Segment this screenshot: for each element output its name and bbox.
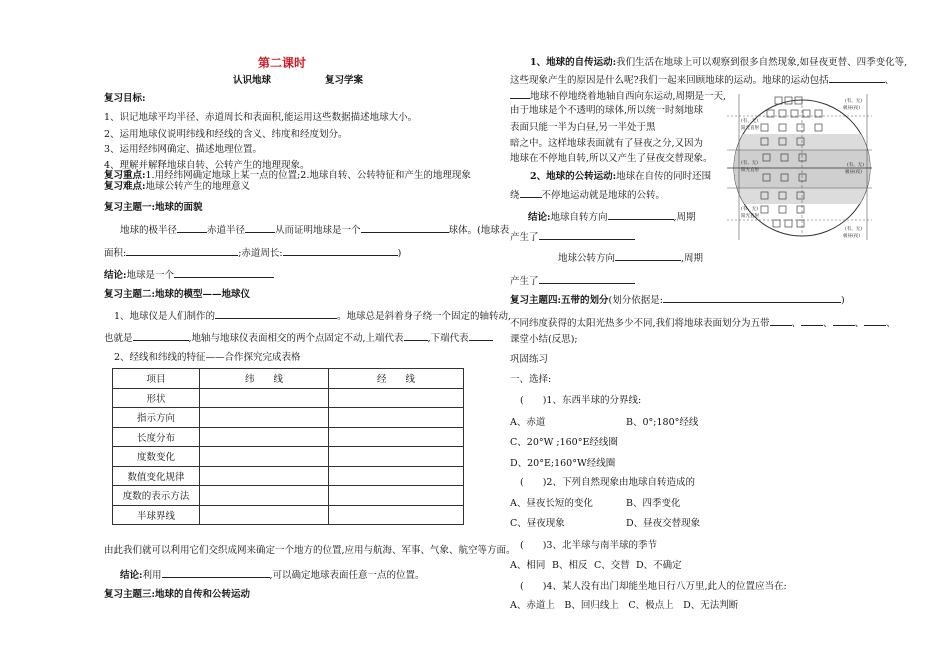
- blank-field[interactable]: [215, 309, 337, 319]
- rotation-line5: [510, 122, 656, 134]
- option[interactable]: A、赤道: [510, 417, 546, 428]
- table-row-label: 半球界线: [113, 505, 200, 525]
- goal-item: 2、运用地球仪说明纬线和经线的含义、纬度和经度划分。: [104, 129, 348, 140]
- figure-label: 极昼(夜): [845, 170, 863, 175]
- text: 复习主题四:五带的划分: [510, 295, 609, 306]
- text: 地球公转方向: [558, 253, 616, 264]
- text: ,可以确定地球表面任意一点的位置。: [269, 570, 425, 581]
- hard-text: 地球公转产生的地理意义: [145, 181, 251, 192]
- goal-item: 1、识记地球平均半径、赤道周长和表面积,能运用这些数据描述地球大小。: [104, 112, 418, 123]
- blank-field[interactable]: [510, 89, 530, 99]
- practice-heading: 巩固练习: [510, 354, 549, 365]
- theme3-heading: 复习主题三:地球的自传和公转运动: [104, 589, 251, 600]
- blank-field[interactable]: [663, 293, 841, 303]
- table-row-label: 指示方向: [113, 408, 200, 428]
- figure-label: (有、无): [741, 207, 759, 212]
- summary: 课堂小结(反思);: [510, 334, 578, 345]
- theme1-line1: [120, 223, 509, 237]
- page-title: 第二课时: [258, 56, 307, 70]
- blank-field[interactable]: [126, 246, 238, 256]
- subtitle-b: 复习学案: [325, 75, 364, 86]
- text: 利用: [142, 570, 162, 581]
- text: 地球的极半径: [120, 225, 178, 236]
- option[interactable]: C、昼夜现象: [510, 518, 565, 529]
- earth-daylight-diagram: [727, 92, 872, 242]
- rotation-line6: 暗之中。这样地球表面就有了昼夜之分,又因为: [510, 138, 704, 149]
- subtitle-a: 认识地球: [233, 75, 272, 86]
- goal-item: 3、运用经纬网确定、描述地理位置。: [104, 144, 263, 155]
- table-cell[interactable]: [200, 408, 329, 428]
- question: ( )4、某人没有出门却能坐地日行八万里,此人的位置应当在:: [520, 581, 787, 592]
- theme2-line3: 2、经线和纬线的特征——合作探究完成表格: [114, 352, 301, 363]
- blank-field[interactable]: [770, 316, 792, 326]
- text: 结论:: [104, 270, 127, 281]
- blank-field[interactable]: [245, 223, 275, 233]
- revolution-line1: [530, 171, 711, 183]
- theme2-line2: [104, 331, 493, 345]
- table-cell[interactable]: [200, 466, 329, 486]
- table-cell[interactable]: [200, 388, 329, 408]
- table-row-label: 数值变化规律: [113, 466, 200, 486]
- conclusion4: [510, 274, 635, 288]
- option[interactable]: C、20°W ;160°E经线圈: [510, 437, 618, 448]
- blank-field[interactable]: [833, 316, 855, 326]
- figure-label: (有、无): [847, 163, 865, 168]
- hard-points: [104, 181, 250, 193]
- text: 地球自转方向: [550, 212, 608, 223]
- blank-field[interactable]: [539, 230, 635, 240]
- blank-field[interactable]: [608, 210, 674, 220]
- text: ;赤道周长:: [238, 248, 283, 259]
- goal-item: 4、理解并解释地球自转、公转产生的地理现象。: [104, 160, 310, 171]
- figure-label: 阳光直射: [741, 168, 759, 173]
- text: 产生了: [510, 232, 539, 243]
- table-row-label: 度数的表示方法: [113, 486, 200, 506]
- text: ,周期: [673, 212, 696, 223]
- table-cell[interactable]: [329, 486, 464, 506]
- text: ,地轴与地球仪表面相交的两个点固定不动,上端代表: [188, 333, 404, 344]
- table-header: 项目: [113, 369, 200, 389]
- choice-heading: 一、选择:: [510, 374, 552, 385]
- figure-label: 极昼(夜): [843, 106, 861, 111]
- hard-label: 复习难点:: [104, 181, 146, 192]
- rotation-line1: [530, 57, 907, 69]
- rotation-line7: 地球在不停地自转,所以又产生了昼夜交替现象。: [510, 153, 713, 164]
- option[interactable]: B、0°;180°经线: [626, 417, 699, 428]
- text: 结论:: [120, 570, 143, 581]
- rotation-line3: [510, 89, 726, 103]
- table-header: 经 线: [329, 369, 464, 389]
- option[interactable]: C、交替: [594, 560, 630, 571]
- blank-field[interactable]: [404, 331, 428, 341]
- text: 2、地球的公转运动:: [530, 171, 617, 182]
- text: 。地球总是斜着身子绕一个固定的轴转动,: [337, 311, 512, 322]
- theme2-conclusion: [120, 568, 425, 582]
- option[interactable]: D、昼夜交替现象: [626, 518, 701, 529]
- figure-label: (有、无): [845, 99, 863, 104]
- conclusion2: [510, 230, 635, 244]
- figure-label: 极昼(夜): [843, 234, 861, 239]
- text: 结论:: [528, 212, 551, 223]
- table-row-label: 度数变化: [113, 447, 200, 467]
- blank-field[interactable]: [283, 246, 398, 256]
- text: 地球是一个: [126, 270, 175, 281]
- text: 地球不停地绕着地轴自西向东运动,周期是一天,: [530, 91, 727, 102]
- blank-field[interactable]: [864, 316, 886, 326]
- theme1-line2: [104, 246, 401, 260]
- blank-field[interactable]: [133, 331, 189, 341]
- text: ): [397, 248, 402, 259]
- blank-field[interactable]: [829, 73, 885, 83]
- blank-field[interactable]: [615, 251, 681, 261]
- blank-field[interactable]: [801, 316, 823, 326]
- text: ): [840, 295, 845, 306]
- rotation-line4: 由于地球是个不透明的球体,所以统一时刻地球: [510, 105, 704, 116]
- blank-field[interactable]: [469, 331, 493, 341]
- option[interactable]: B、相反: [552, 560, 588, 571]
- text: 也就是: [104, 333, 133, 344]
- question: ( )3、北半球与南半球的季节: [520, 540, 657, 551]
- table-cell[interactable]: [329, 447, 464, 467]
- table-cell[interactable]: [329, 408, 464, 428]
- goals-heading: 复习目标:: [104, 93, 146, 104]
- blank-field[interactable]: [520, 188, 542, 198]
- text: 球体。(地球表: [448, 225, 510, 236]
- table-cell[interactable]: [200, 505, 329, 525]
- text: 、: [884, 75, 895, 86]
- table-row-label: 长度分布: [113, 427, 200, 447]
- conclusion1: [528, 210, 696, 224]
- earth-diagram-svg: [727, 92, 872, 242]
- revolution-line2: [510, 188, 665, 202]
- conclusion3: [558, 251, 703, 265]
- text: 不停地运动就是地球的公转。: [541, 190, 666, 201]
- blank-field[interactable]: [539, 274, 635, 284]
- option[interactable]: A、相同: [510, 560, 546, 571]
- figure-label: 阳光直射: [741, 126, 759, 131]
- key-label: 复习重点:: [104, 170, 146, 181]
- theme1-conclusion: [104, 268, 274, 282]
- lines-table: [112, 368, 464, 525]
- question: ( )2、下列自然现象由地球自转造成的: [520, 477, 695, 488]
- text: 我们生活在地球上可以观察到很多自然现象,如昼夜更替、四季变化等,: [616, 57, 908, 68]
- option[interactable]: D、不确定: [636, 560, 682, 571]
- theme1-heading: 复习主题一:地球的面貌: [104, 202, 203, 213]
- question: ( )1、东西半球的分界线:: [520, 395, 642, 406]
- blank-field[interactable]: [162, 568, 270, 578]
- option[interactable]: A、昼夜长短的变化: [510, 498, 593, 509]
- table-row-label: 形状: [113, 388, 200, 408]
- text: 赤道半径: [207, 225, 246, 236]
- option[interactable]: B、四季变化: [626, 498, 681, 509]
- figure-label: (有、无): [741, 119, 759, 124]
- blank-field[interactable]: [174, 268, 274, 278]
- text: (划分依据是:: [608, 295, 663, 306]
- text: 1、地球仪是人们制作的: [114, 311, 216, 322]
- table-cell[interactable]: [329, 505, 464, 525]
- text: 绕: [510, 190, 520, 201]
- text: 不同纬度获得的太阳光热多少不同,我们将地球表面划分为五带: [510, 318, 770, 329]
- table-cell[interactable]: [329, 466, 464, 486]
- blank-field[interactable]: [361, 223, 449, 233]
- theme2-heading: 复习主题二:地球的模型——地球仪: [104, 289, 251, 300]
- figure-label: 阳光直射: [741, 214, 759, 219]
- text: ,下端代表: [427, 333, 469, 344]
- figure-label: (有、无): [741, 161, 759, 166]
- blank-field[interactable]: [177, 223, 207, 233]
- table-cell[interactable]: [200, 447, 329, 467]
- key-text: 1.用经纬网确定地球上某一点的位置;2.地球自转、公转特征和产生的地理现象: [145, 170, 471, 181]
- rotation-line2: [510, 73, 894, 87]
- text: 产生了: [510, 276, 539, 287]
- table-cell[interactable]: [200, 486, 329, 506]
- text: 地球在自传的同时还围: [616, 171, 712, 182]
- figure-label: (有、无): [845, 227, 863, 232]
- after-table-text: 由此我们就可以利用它们交织成网来确定一个地方的位置,应用与航海、军事、气象、航空等方面。: [104, 545, 516, 556]
- table-cell[interactable]: [329, 388, 464, 408]
- text: ,周期: [681, 253, 704, 264]
- theme4-heading: [510, 293, 845, 307]
- text: 表面只能一半为白昼,另一半处于黑: [510, 122, 656, 133]
- zones-line: 不同纬度获得的太阳光热多少不同,我们将地球表面划分为五带 、 、 、 、: [510, 318, 896, 329]
- option-row[interactable]: A、赤道上 B、回归线上 C、极点上 D、无法判断: [510, 600, 739, 611]
- table-cell[interactable]: [200, 427, 329, 447]
- text: 1、地球的自传运动:: [530, 57, 617, 68]
- text: 从而证明地球是一个: [275, 225, 361, 236]
- option[interactable]: D、20°E;160°W经线圈: [510, 458, 616, 469]
- table-header: 纬 线: [200, 369, 329, 389]
- text: 面积:: [104, 248, 127, 259]
- text: 这些现象产生的原因是什么呢?我们一起来回顾地球的运动。地球的运动包括: [510, 75, 829, 86]
- theme2-line1: [114, 309, 511, 323]
- table-cell[interactable]: [329, 427, 464, 447]
